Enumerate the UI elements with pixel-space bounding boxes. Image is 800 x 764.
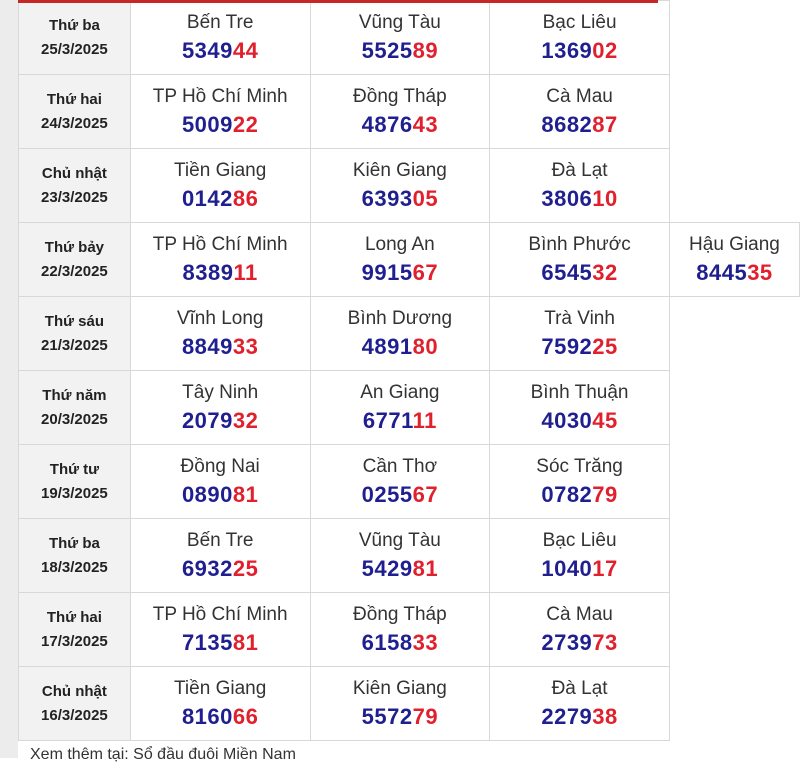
number-tail-digits: 17: [592, 555, 618, 581]
number-head-digits: 6932: [181, 555, 233, 581]
draw-date: 24/3/2025: [41, 114, 108, 132]
province-name: Kiên Giang: [352, 159, 447, 181]
province-name: Tây Ninh: [182, 381, 259, 403]
province-result-cell: [130, 297, 310, 371]
number-tail-digits: 81: [232, 629, 259, 655]
draw-date: 22/3/2025: [41, 262, 108, 280]
special-prize-number: [311, 555, 490, 583]
special-prize-number: [490, 37, 669, 65]
province-result-cell: [310, 371, 490, 445]
province-name: Bình Thuận: [530, 381, 629, 403]
special-prize-number: [490, 333, 669, 361]
special-prize-number: [131, 37, 310, 65]
date-cell: [19, 1, 131, 75]
weekday-label: Thứ hai: [46, 90, 102, 108]
number-head-digits: 4876: [361, 111, 413, 137]
number-head-digits: 1369: [541, 37, 593, 63]
number-tail-digits: 81: [412, 555, 439, 581]
province-name: Bến Tre: [186, 11, 254, 33]
left-margin-strip: [0, 0, 18, 758]
result-row: [19, 593, 800, 667]
number-tail-digits: 11: [412, 407, 437, 433]
number-tail-digits: 79: [412, 703, 439, 729]
special-prize-number: [311, 481, 490, 509]
weekday-label: Thứ ba: [48, 534, 100, 552]
province-name: Đồng Nai: [180, 455, 260, 477]
province-name: Đà Lạt: [551, 159, 608, 181]
footer-link-text[interactable]: Xem thêm tại: Sổ đầu đuôi Miền Nam: [30, 746, 296, 763]
special-prize-number: [131, 555, 310, 583]
number-tail-digits: 43: [412, 111, 439, 137]
special-prize-number: [311, 111, 490, 139]
draw-date: 23/3/2025: [41, 188, 108, 206]
province-result-cell: [490, 149, 670, 223]
result-row: [19, 297, 800, 371]
special-prize-number: [311, 629, 490, 657]
number-tail-digits: 35: [747, 259, 773, 285]
special-prize-number: [131, 333, 310, 361]
special-prize-number: [311, 37, 490, 65]
result-row: [19, 223, 800, 297]
province-result-cell: [669, 223, 799, 297]
province-name: Cà Mau: [546, 85, 613, 107]
number-tail-digits: 86: [232, 185, 259, 211]
province-name: Vĩnh Long: [176, 307, 264, 329]
special-prize-number: [131, 185, 310, 213]
province-name: Đà Lạt: [551, 677, 608, 699]
province-name: An Giang: [360, 381, 440, 403]
number-head-digits: 0890: [181, 481, 233, 507]
number-head-digits: 2279: [541, 703, 593, 729]
number-head-digits: 4891: [361, 333, 413, 359]
top-accent-line: [18, 0, 658, 3]
empty-cell: [669, 667, 799, 741]
date-cell: [19, 223, 131, 297]
date-cell: [19, 445, 131, 519]
number-tail-digits: 32: [592, 259, 618, 285]
number-tail-digits: 44: [232, 37, 259, 63]
province-result-cell: [130, 1, 310, 75]
province-result-cell: [490, 223, 670, 297]
province-result-cell: [490, 75, 670, 149]
number-head-digits: 3806: [541, 185, 593, 211]
special-prize-number: [311, 703, 490, 731]
date-cell: [19, 593, 131, 667]
special-prize-number: [131, 703, 310, 731]
province-name: Kiên Giang: [352, 677, 447, 699]
special-prize-number: [131, 407, 310, 435]
special-prize-number: [131, 259, 310, 287]
number-head-digits: 5525: [361, 37, 413, 63]
number-head-digits: 6393: [361, 185, 413, 211]
draw-date: 25/3/2025: [41, 40, 108, 58]
number-tail-digits: 32: [232, 407, 259, 433]
number-head-digits: 7592: [541, 333, 593, 359]
province-result-cell: [310, 519, 490, 593]
draw-date: 16/3/2025: [41, 706, 108, 724]
special-prize-number: [490, 185, 669, 213]
province-result-cell: [310, 667, 490, 741]
number-tail-digits: 33: [412, 629, 439, 655]
province-name: Vũng Tàu: [358, 529, 441, 551]
empty-cell: [669, 1, 799, 75]
province-name: Bạc Liêu: [542, 11, 617, 33]
province-name: Đồng Tháp: [353, 85, 447, 107]
number-tail-digits: 66: [232, 703, 259, 729]
number-head-digits: 5572: [361, 703, 413, 729]
province-result-cell: [130, 223, 310, 297]
date-cell: [19, 297, 131, 371]
result-row: [19, 667, 800, 741]
province-name: Long An: [364, 233, 435, 255]
number-head-digits: 7135: [181, 629, 233, 655]
result-row: [19, 445, 800, 519]
number-head-digits: 6771: [362, 407, 413, 433]
special-prize-number: [490, 259, 669, 287]
province-result-cell: [310, 1, 490, 75]
province-result-cell: [130, 149, 310, 223]
number-tail-digits: 45: [592, 407, 618, 433]
number-head-digits: 0255: [361, 481, 413, 507]
special-prize-number: [490, 703, 669, 731]
empty-cell: [669, 149, 799, 223]
number-tail-digits: 05: [412, 185, 439, 211]
result-row: [19, 149, 800, 223]
weekday-label: Thứ sáu: [44, 312, 104, 330]
province-result-cell: [310, 445, 490, 519]
province-name: Sóc Trăng: [536, 455, 623, 477]
number-head-digits: 8682: [541, 111, 593, 137]
date-cell: [19, 519, 131, 593]
empty-cell: [669, 371, 799, 445]
number-head-digits: 2739: [541, 629, 593, 655]
draw-date: 20/3/2025: [41, 410, 108, 428]
number-head-digits: 5349: [181, 37, 233, 63]
number-tail-digits: 73: [592, 629, 618, 655]
date-cell: [19, 149, 131, 223]
special-prize-number: [490, 629, 669, 657]
result-row: [19, 371, 800, 445]
province-result-cell: [130, 593, 310, 667]
number-tail-digits: 89: [412, 37, 439, 63]
province-result-cell: [490, 445, 670, 519]
special-prize-number: [311, 185, 490, 213]
province-name: Bến Tre: [186, 529, 254, 551]
number-head-digits: 1040: [541, 555, 593, 581]
province-name: Đồng Tháp: [353, 603, 447, 625]
province-result-cell: [490, 667, 670, 741]
province-name: Bình Dương: [347, 307, 453, 329]
lottery-results-table: [18, 0, 800, 741]
special-prize-number: [131, 629, 310, 657]
number-head-digits: 8389: [182, 259, 234, 285]
date-cell: [19, 75, 131, 149]
empty-cell: [669, 297, 799, 371]
empty-cell: [669, 445, 799, 519]
province-name: TP Hồ Chí Minh: [152, 603, 288, 625]
province-result-cell: [130, 445, 310, 519]
province-result-cell: [490, 297, 670, 371]
special-prize-number: [670, 259, 799, 287]
province-name: Bạc Liêu: [542, 529, 617, 551]
province-name: TP Hồ Chí Minh: [152, 85, 288, 107]
draw-date: 21/3/2025: [41, 336, 108, 354]
number-head-digits: 9915: [361, 259, 413, 285]
province-name: TP Hồ Chí Minh: [152, 233, 288, 255]
number-tail-digits: 87: [592, 111, 618, 137]
province-result-cell: [310, 149, 490, 223]
weekday-label: Thứ ba: [48, 16, 100, 34]
province-result-cell: [490, 593, 670, 667]
special-prize-number: [490, 481, 669, 509]
province-result-cell: [310, 297, 490, 371]
province-result-cell: [130, 75, 310, 149]
number-tail-digits: 10: [592, 185, 618, 211]
province-result-cell: [310, 75, 490, 149]
province-name: Cà Mau: [546, 603, 613, 625]
province-result-cell: [310, 593, 490, 667]
province-name: Hậu Giang: [689, 233, 780, 255]
result-row: [19, 1, 800, 75]
draw-date: 18/3/2025: [41, 558, 108, 576]
number-head-digits: 0782: [541, 481, 593, 507]
special-prize-number: [311, 333, 490, 361]
province-name: Bình Phước: [528, 233, 631, 255]
weekday-label: Thứ tư: [49, 460, 100, 478]
weekday-label: Chủ nhật: [41, 164, 107, 182]
weekday-label: Chủ nhật: [41, 682, 107, 700]
draw-date: 17/3/2025: [41, 632, 108, 650]
special-prize-number: [131, 111, 310, 139]
number-tail-digits: 25: [232, 555, 259, 581]
result-row: [19, 75, 800, 149]
special-prize-number: [311, 407, 490, 435]
number-head-digits: 6545: [541, 259, 593, 285]
number-tail-digits: 67: [412, 259, 439, 285]
weekday-label: Thứ hai: [46, 608, 102, 626]
empty-cell: [669, 75, 799, 149]
number-tail-digits: 33: [232, 333, 259, 359]
number-head-digits: 0142: [181, 185, 233, 211]
number-head-digits: 5429: [361, 555, 413, 581]
province-name: Tiền Giang: [174, 677, 267, 699]
province-name: Tiền Giang: [174, 159, 267, 181]
number-tail-digits: 79: [592, 481, 618, 507]
number-tail-digits: 80: [412, 333, 439, 359]
number-head-digits: 8445: [696, 259, 748, 285]
special-prize-number: [311, 259, 490, 287]
weekday-label: Thứ bảy: [44, 238, 104, 256]
province-name: Vũng Tàu: [358, 11, 441, 33]
province-result-cell: [310, 223, 490, 297]
number-tail-digits: 02: [592, 37, 618, 63]
province-result-cell: [490, 1, 670, 75]
date-cell: [19, 667, 131, 741]
number-tail-digits: 11: [233, 259, 258, 285]
province-result-cell: [130, 371, 310, 445]
number-head-digits: 8849: [181, 333, 233, 359]
empty-cell: [669, 519, 799, 593]
empty-cell: [669, 593, 799, 667]
number-tail-digits: 81: [232, 481, 259, 507]
special-prize-number: [490, 407, 669, 435]
number-head-digits: 5009: [181, 111, 233, 137]
number-tail-digits: 38: [592, 703, 618, 729]
number-head-digits: 4030: [541, 407, 593, 433]
special-prize-number: [490, 111, 669, 139]
number-tail-digits: 25: [592, 333, 618, 359]
province-result-cell: [490, 519, 670, 593]
special-prize-number: [131, 481, 310, 509]
date-cell: [19, 371, 131, 445]
province-result-cell: [130, 667, 310, 741]
number-tail-digits: 67: [412, 481, 439, 507]
result-row: [19, 519, 800, 593]
number-tail-digits: 22: [232, 111, 259, 137]
number-head-digits: 6158: [361, 629, 413, 655]
weekday-label: Thứ năm: [42, 386, 107, 404]
province-result-cell: [490, 371, 670, 445]
number-head-digits: 8160: [181, 703, 233, 729]
draw-date: 19/3/2025: [41, 484, 108, 502]
province-name: Cần Thơ: [362, 455, 438, 477]
province-name: Trà Vinh: [544, 307, 615, 329]
number-head-digits: 2079: [181, 407, 233, 433]
province-result-cell: [130, 519, 310, 593]
special-prize-number: [490, 555, 669, 583]
